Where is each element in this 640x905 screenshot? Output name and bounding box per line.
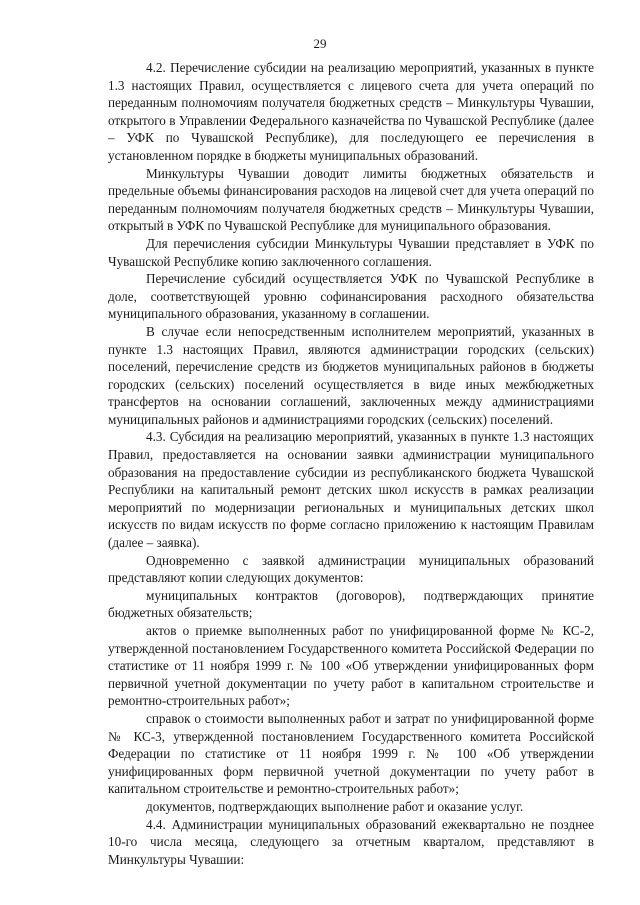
paragraph-4-3: 4.3. Субсидия на реализацию мероприятий, указанных в пункте 1.3 настоящих Правил, предоставляется на основании заявки администрации муниципального образования на предоставление субсидии из республиканского бюджета Чувашской Республики на капитальный ремонт детских школ искусств в рамках реализации мероприятий по модернизации региональных и муниципальных детских школ искусств по видам искусств по форме согласно приложению к настоящим Правилам (далее – заявка). xyxy=(108,429,594,551)
list-item-completion-documents: документов, подтверждающих выполнение работ и оказание услуг. xyxy=(146,798,524,814)
paragraph-settlements: В случае если непосредственным исполнителем мероприятий, указанных в пункте 1.3 настоящих Правил, являются администрации городских (сельских) поселений, перечисление средств из бюджетов муниципальных районов в бюджеты городских (сельских) поселений осуществляется в виде иных межбюджетных трансфертов на основании соглашений, заключенных между администрациями муниципальных районов и администрациями городских (сельских) поселений. xyxy=(108,323,594,427)
list-item-ks2-acts: актов о приемке выполненных работ по унифицированной форме № КС-2, утвержденной постановлением Государственного комитета Российской Федерации по статистике от 11 ноября 1999 г. № 100 «Об утверждении унифицированных форм первичной учетной документации по учету работ в капитальном строительстве и ремонтно-строительных работ»; xyxy=(108,623,594,709)
paragraph-cofinancing-share: Перечисление субсидий осуществляется УФК по Чувашской Республике в доле, соответствующей уровню софинансирования расходного обязательства муниципального образования, указанному в соглашении. xyxy=(108,271,594,322)
list-item-ks3-certificates: справок о стоимости выполненных работ и затрат по унифицированной форме № КС-3, утвержденной постановлением Государственного комитета Российской Федерации по статистике от 11 ноября 1999 г. № 100 «Об утверждении унифицированных форм первичной учетной документации по учету работ в капитальном строительстве и ремонтно-строительных работ»; xyxy=(108,710,594,797)
page-number: 29 xyxy=(313,36,327,51)
paragraph-limits: Минкультуры Чувашии доводит лимиты бюджетных обязательств и предельные объемы финансирования расходов на лицевой счет для учета операций по переданным полномочиям получателя бюджетных средств – Минкультуры Чувашии, открытый в УФК по Чувашской Республике для муниципального образования. xyxy=(108,165,594,234)
paragraph-documents-intro: Одновременно с заявкой администрации муниципальных образований представляют копии следующих документов: xyxy=(108,552,594,586)
paragraph-agreement-copy: Для перечисления субсидии Минкультуры Чувашии представляет в УФК по Чувашской Республике копию заключенного соглашения. xyxy=(108,235,594,269)
paragraph-4-4: 4.4. Администрации муниципальных образований ежеквартально не позднее 10-го числа месяца, следующего за отчетным кварталом, представляют в Минкультуры Чувашии: xyxy=(108,816,594,867)
list-item-contracts: муниципальных контрактов (договоров), подтверждающих принятие бюджетных обязательств; xyxy=(108,587,594,621)
document-body xyxy=(108,59,594,868)
paragraph-4-2: 4.2. Перечисление субсидии на реализацию мероприятий, указанных в пункте 1.3 настоящих Правил, осуществляется с лицевого счета для учета операций по переданным полномочиям получателя бюджетных средств – Минкультуры Чувашии, открытого в Управлении Федерального казначейства по Чувашской Республике (далее – УФК по Чувашской Республике), для последующего ее перечисления в установленном порядке в бюджеты муниципальных образований. xyxy=(108,60,594,163)
